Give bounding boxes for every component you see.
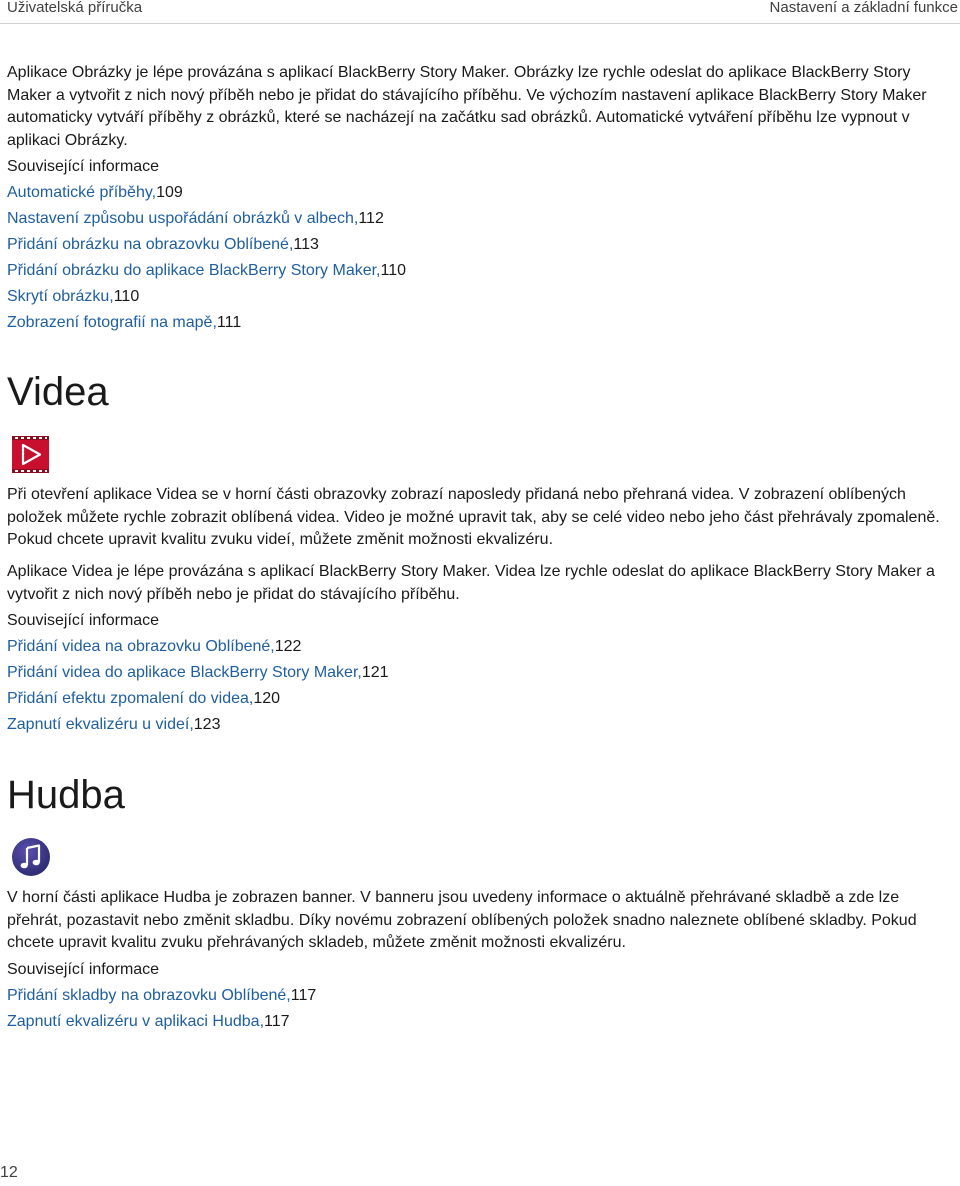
video-play-icon <box>12 436 49 478</box>
music-paragraph: V horní části aplikace Hudba je zobrazen banner. V banneru jsou uvedeny informace o aktuálně přehrávané skladbě a zde lze přehrát, pozastavit nebo změnit skladbu. Díky novému zobrazení oblíbených položek snadno naleznete oblíbené skladby. Pokud chcete upravit kvalitu zvuku přehrávaných skladeb, můžete změnit možnosti ekvalizéru. <box>7 889 917 951</box>
music-note-icon <box>12 838 50 881</box>
pictures-paragraph: Aplikace Obrázky je lépe provázána s aplikací BlackBerry Story Maker. Obrázky lze rychle odeslat do aplikace BlackBerry Story Maker a vytvořit z nich nový příběh nebo je přidat do stávajícího příběhu. Ve výchozím nastavení aplikace BlackBerry Story Maker automaticky vytváří příběhy z obrázků, které se nacházejí na začátku sad obrázků. Automatické vytváření příběhu lze vypnout v aplikaci Obrázky. <box>7 64 927 149</box>
related-link[interactable]: Přidání skladby na obrazovku Oblíbené,117 <box>7 987 317 1004</box>
pictures-related-label: Související informace <box>7 158 160 175</box>
videos-heading: Videa <box>7 370 109 414</box>
related-link[interactable]: Skrytí obrázku,110 <box>7 288 140 305</box>
header-doc-title: Uživatelská příručka <box>7 0 143 16</box>
related-link[interactable]: Zapnutí ekvalizéru u videí,123 <box>7 716 221 733</box>
related-link[interactable]: Přidání videa na obrazovku Oblíbené,122 <box>7 638 302 655</box>
related-link[interactable]: Přidání efektu zpomalení do videa,120 <box>7 690 281 707</box>
header-section-title: Nastavení a základní funkce <box>769 0 958 16</box>
page-header <box>7 0 958 16</box>
related-link[interactable]: Přidání obrázku do aplikace BlackBerry Story Maker,110 <box>7 262 407 279</box>
videos-paragraph-1: Při otevření aplikace Videa se v horní části obrazovky zobrazí naposledy přidaná nebo přehraná videa. V zobrazení oblíbených položek můžete rychle zobrazit oblíbená videa. Video je možné upravit tak, aby se celé video nebo jeho část přehrávaly zpomaleně. Pokud chcete upravit kvalitu zvuku videí, můžete změnit možnosti ekvalizéru. <box>7 486 940 548</box>
videos-related-label: Související informace <box>7 612 160 629</box>
related-link[interactable]: Přidání obrázku na obrazovku Oblíbené,113 <box>7 236 319 253</box>
related-link[interactable]: Přidání videa do aplikace BlackBerry Story Maker,121 <box>7 664 389 681</box>
related-link[interactable]: Nastavení způsobu uspořádání obrázků v albech,112 <box>7 210 384 227</box>
related-link[interactable]: Zobrazení fotografií na mapě,111 <box>7 314 242 331</box>
page-number: 12 <box>0 1164 18 1181</box>
videos-paragraph-2: Aplikace Videa je lépe provázána s aplikací BlackBerry Story Maker. Videa lze rychle odeslat do aplikace BlackBerry Story Maker a vytvořit z nich nový příběh nebo je přidat do stávajícího příběhu. <box>7 563 935 603</box>
related-link[interactable]: Zapnutí ekvalizéru v aplikaci Hudba,117 <box>7 1013 290 1030</box>
music-related-label: Související informace <box>7 961 160 978</box>
music-heading: Hudba <box>7 773 125 817</box>
related-link[interactable]: Automatické příběhy,109 <box>7 184 183 201</box>
header-divider <box>0 23 960 24</box>
